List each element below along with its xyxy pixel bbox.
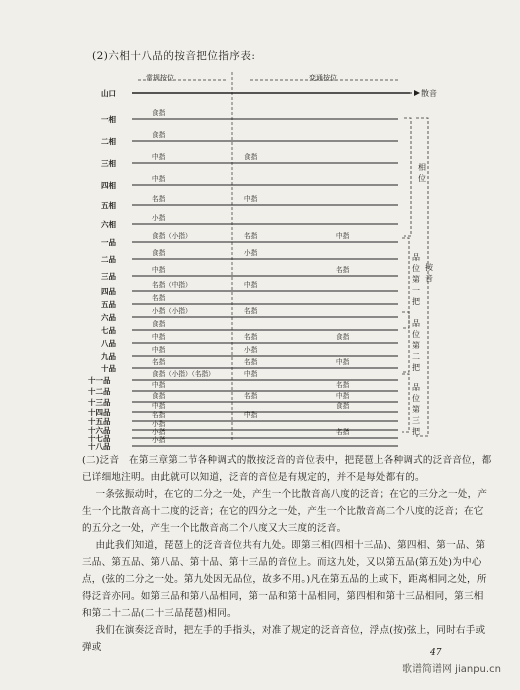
finger-cell: 名指	[152, 358, 166, 366]
finger-cell: 中指	[244, 195, 258, 203]
finger-cell: 中指	[244, 411, 258, 419]
fret-label: 二品	[101, 255, 116, 264]
fret-label: 十三品	[88, 398, 111, 407]
fret-label: 五品	[101, 300, 116, 309]
fret-label: 十四品	[88, 408, 111, 417]
fret-label: 九品	[101, 352, 116, 361]
finger-cell: 食指	[152, 320, 166, 328]
bracket-label-an-yin: 按音	[425, 263, 433, 283]
fret-label: 六相	[101, 220, 116, 229]
fret-label: 四品	[101, 287, 116, 296]
finger-cell: 中指	[336, 358, 350, 366]
finger-cell: 小指	[244, 249, 258, 257]
fret-label: 十五品	[88, 417, 111, 426]
finger-cell: 中指	[152, 153, 166, 161]
fret-label: 七品	[101, 326, 116, 335]
finger-cell: 食指	[152, 392, 166, 400]
bracket-label-pin-wei-3: 品位第三把	[412, 383, 420, 436]
finger-cell: 食指	[336, 333, 350, 341]
finger-cell: 中指	[152, 381, 166, 389]
finger-cell: 小指	[244, 346, 258, 354]
finger-cell: 食指	[244, 153, 258, 161]
finger-cell: 食指（小指）	[152, 232, 192, 240]
bracket-label-pin-wei-1: 品位第一把	[412, 253, 420, 306]
fret-label: 二相	[101, 137, 116, 146]
finger-cell: 小指（小指）	[152, 307, 192, 315]
finger-cell: 食指	[336, 402, 350, 410]
finger-cell: 名指	[152, 195, 166, 203]
fret-label: 十二品	[88, 387, 111, 396]
fret-label: 十一品	[88, 376, 111, 385]
finger-cell: 中指	[244, 281, 258, 289]
finger-cell: 食指	[152, 109, 166, 117]
fret-label: 三相	[101, 159, 116, 168]
finger-cell: 小指	[152, 420, 166, 428]
finger-cell: 小指	[152, 214, 166, 222]
paragraph-nine-positions: 由此我们知道，琵琶上的泛音音位共有九处。即第三相(四相十三品)、第四相、第一品、第三品、第五品、第八品、第十品、第十三品的音位上。而这九处，又以第五品(第五处)为中心点，(弦的二分之一处。第九处因无品位，故多不用。)凡在第五品的上或下，距离相同之处，所得泛音亦同。如第三品和第八品相同，第一品和第十品相同，第四相和第十三品相同，第三相和第二十二品(二十三品琵琶)相同。	[82, 540, 487, 619]
finger-cell: 名指	[336, 266, 350, 274]
fret-label: 十八品	[88, 442, 111, 451]
finger-cell: 中指	[336, 392, 350, 400]
finger-cell: 食指	[152, 131, 166, 139]
finger-cell: 中指	[244, 370, 258, 378]
fret-label: 一相	[101, 115, 116, 124]
finger-cell: 名指	[244, 333, 258, 341]
table-title: (2)六相十八品的按音把位指序表:	[92, 50, 256, 62]
finger-cell: 名指	[244, 307, 258, 315]
finger-cell: 名指（中指）	[152, 281, 192, 289]
column-header-regular: 常规按位	[146, 74, 174, 82]
finger-cell: 中指	[336, 232, 350, 240]
finger-cell: 小指	[152, 428, 166, 436]
finger-cell: 中指	[152, 266, 166, 274]
fret-label: 十品	[101, 364, 116, 373]
finger-cell: 名指	[244, 358, 258, 366]
finger-cell: 中指	[152, 175, 166, 183]
finger-cell: 名指	[336, 428, 350, 436]
watermark: 歌谱简谱网 jianpu.cn	[402, 664, 501, 675]
open-string-note: 散音	[421, 89, 437, 98]
fret-label: 十六品	[88, 426, 111, 435]
fret-label: 三品	[101, 272, 116, 281]
finger-cell: 食指（小指）（名指）	[152, 370, 215, 378]
page-number: 47	[430, 648, 442, 658]
finger-cell: 中指	[152, 333, 166, 341]
fret-label: 一品	[101, 238, 116, 247]
column-header-alternate: 变通按位	[309, 74, 337, 82]
finger-cell: 名指	[244, 232, 258, 240]
paragraph-performance: 我们在演奏泛音时，把左手的手指头，对准了规定的泛音音位，浮点(按)弦上，同时右手或弹或	[82, 625, 486, 653]
bracket-label-xiang-wei: 相位	[418, 163, 426, 183]
bracket-label-pin-wei-2: 品位第二把	[412, 319, 420, 372]
finger-cell: 名指	[336, 381, 350, 389]
fret-label: 五相	[101, 201, 116, 210]
paragraph-string-vibration: 一条弦振动时，在它的二分之一处，产生一个比散音高八度的泛音；在它的三分之一处，产生一个比散音高十二度的泛音；在它的四分之一处，产生一个比散音高二个八度的泛音；在它的五分之一处，产生一个比散音高二个八度又大三度的泛音。	[82, 489, 488, 534]
finger-cell: 中指	[152, 346, 166, 354]
fret-label: 四相	[101, 181, 116, 190]
body-text	[82, 452, 492, 656]
paragraph-harmonics-intro: (二)泛音 在第三章第二节各种调式的散按泛音的音位表中，把琵琶上各种调式的泛音音位，都已详细地注明。由此就可以知道，泛音的音位是有规定的，并不是每处都有的。	[82, 455, 492, 483]
finger-cell: 名指	[152, 294, 166, 302]
finger-cell: 小指	[152, 436, 166, 444]
finger-cell: 名指	[244, 392, 258, 400]
finger-cell: 名指	[152, 411, 166, 419]
finger-cell: 食指	[152, 249, 166, 257]
open-string-label: 山口	[101, 89, 116, 98]
fret-label: 六品	[101, 313, 116, 322]
fret-label: 八品	[101, 339, 116, 348]
fret-label: 十七品	[88, 434, 111, 443]
finger-cell: 中指	[152, 402, 166, 410]
